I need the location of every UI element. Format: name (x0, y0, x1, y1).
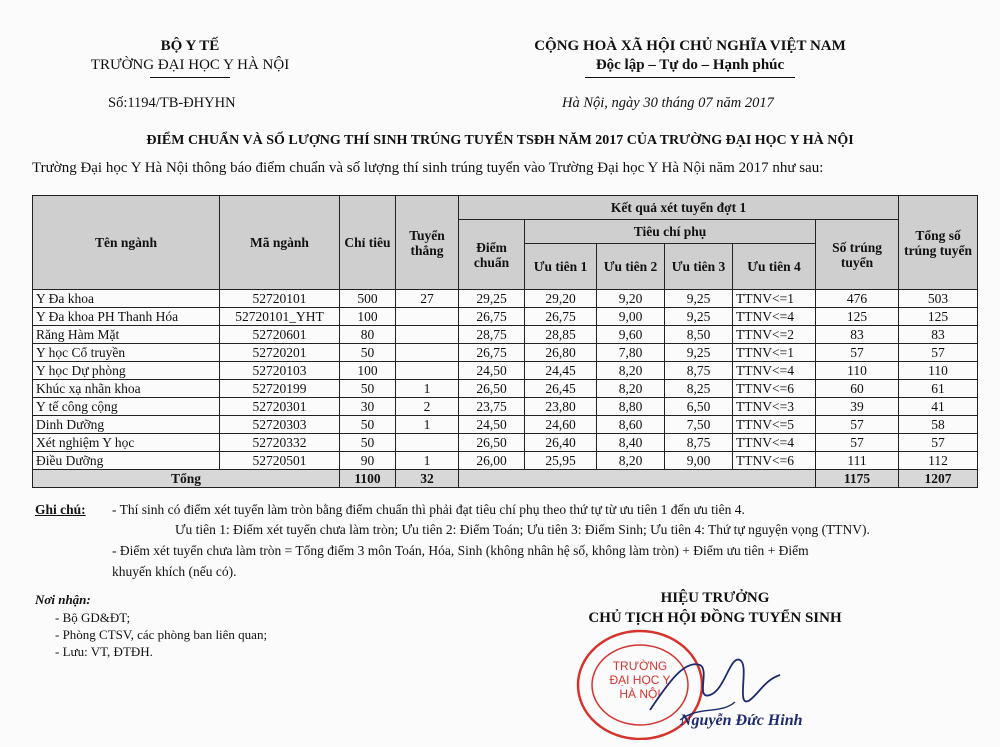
cell-diem-chuan: 26,50 (459, 434, 525, 452)
cell-ut4: TTNV<=3 (733, 398, 816, 416)
national-motto: Độc lập – Tự do – Hạnh phúc (595, 57, 785, 73)
cell-ut2: 7,80 (597, 344, 665, 362)
cell-tuyen-thang: 2 (396, 398, 459, 416)
cell-chi-tieu: 50 (340, 344, 396, 362)
cell-tuyen-thang (396, 362, 459, 380)
cell-diem-chuan: 26,50 (459, 380, 525, 398)
cell-ut3: 9,25 (665, 344, 733, 362)
notes-line-3: - Điểm xét tuyển chưa làm tròn = Tổng điểm 3 môn Toán, Hóa, Sinh (không nhân hệ số, không làm tròn) + Điểm ưu tiên + Điểm (112, 543, 809, 558)
table-row (33, 452, 978, 470)
cell-ten: Y Đa khoa (33, 290, 220, 308)
cell-ut4: TTNV<=2 (733, 326, 816, 344)
cell-chi-tieu: 500 (340, 290, 396, 308)
cell-ut2: 8,80 (597, 398, 665, 416)
cell-ten: Răng Hàm Mặt (33, 326, 220, 344)
ministry-name: BỘ Y TẾ (160, 38, 220, 54)
document-number: Số:1194/TB-ĐHYHN (108, 95, 236, 111)
header-uu-tien-1: Ưu tiên 1 (525, 244, 597, 290)
cell-tong: 41 (899, 398, 978, 416)
cell-diem-chuan: 24,50 (459, 416, 525, 434)
cell-chi-tieu: 30 (340, 398, 396, 416)
header-left-underline (150, 77, 230, 78)
cell-tuyen-thang (396, 344, 459, 362)
total-tuyen-thang: 32 (396, 470, 459, 488)
stamp-line-3: HÀ NỘI (619, 687, 661, 701)
cell-ma: 52720101 (220, 290, 340, 308)
total-label: Tổng (33, 470, 340, 488)
cell-chi-tieu: 100 (340, 308, 396, 326)
header-ten-nganh: Tên ngành (33, 196, 220, 290)
cell-ut3: 8,75 (665, 362, 733, 380)
cell-ut4: TTNV<=6 (733, 380, 816, 398)
cell-ut4: TTNV<=4 (733, 308, 816, 326)
cell-so-tt: 57 (816, 344, 899, 362)
cell-ten: Khúc xạ nhãn khoa (33, 380, 220, 398)
cell-diem-chuan: 26,75 (459, 344, 525, 362)
cell-ten: Xét nghiệm Y học (33, 434, 220, 452)
cell-ut2: 8,20 (597, 452, 665, 470)
cell-so-tt: 83 (816, 326, 899, 344)
cell-tong: 61 (899, 380, 978, 398)
header-uu-tien-3: Ưu tiên 3 (665, 244, 733, 290)
cell-ma: 52720301 (220, 398, 340, 416)
cell-ten: Y học Cổ truyền (33, 344, 220, 362)
cell-ten: Điều Dưỡng (33, 452, 220, 470)
cell-ut2: 9,20 (597, 290, 665, 308)
cell-chi-tieu: 50 (340, 380, 396, 398)
header-right-underline (585, 77, 795, 78)
notes-line-2: Ưu tiên 1: Điểm xét tuyển chưa làm tròn; Ưu tiên 2: Điểm Toán; Ưu tiên 3: Điểm Sinh; Ưu tiên 4: Thứ tự nguyện vọng (TTNV). (175, 522, 870, 537)
cell-ma: 52720101_YHT (220, 308, 340, 326)
cell-so-tt: 60 (816, 380, 899, 398)
recipient-item: - Lưu: VT, ĐTĐH. (55, 644, 153, 659)
table-row (33, 434, 978, 452)
cell-ut1: 28,85 (525, 326, 597, 344)
header-uu-tien-2: Ưu tiên 2 (597, 244, 665, 290)
stamp-line-1: TRƯỜNG (612, 659, 668, 673)
cell-chi-tieu: 50 (340, 434, 396, 452)
table-row (33, 326, 978, 344)
header-ma-nganh: Mã ngành (220, 196, 340, 290)
table-row (33, 290, 978, 308)
cell-ut4: TTNV<=6 (733, 452, 816, 470)
notes-line-1: - Thí sinh có điểm xét tuyển làm tròn bằng điểm chuẩn thì phải đạt tiêu chí phụ theo thứ tự từ ưu tiên 1 đến ưu tiên 4. (112, 502, 745, 517)
cell-tong: 57 (899, 344, 978, 362)
header-tuyen-thang: Tuyển thẳng (396, 196, 459, 290)
cell-ut1: 24,60 (525, 416, 597, 434)
cell-ut3: 9,25 (665, 290, 733, 308)
document-date: Hà Nội, ngày 30 tháng 07 năm 2017 (562, 95, 774, 111)
cell-ma: 52720199 (220, 380, 340, 398)
cell-tong: 57 (899, 434, 978, 452)
cell-ut3: 8,50 (665, 326, 733, 344)
cell-tong: 503 (899, 290, 978, 308)
cell-ut1: 29,20 (525, 290, 597, 308)
total-row (33, 470, 978, 488)
cell-ut4: TTNV<=1 (733, 290, 816, 308)
cell-chi-tieu: 90 (340, 452, 396, 470)
signature-title-2: CHỦ TỊCH HỘI ĐỒNG TUYỂN SINH (588, 610, 842, 626)
cell-diem-chuan: 23,75 (459, 398, 525, 416)
header-diem-chuan: Điểm chuẩn (459, 220, 525, 290)
cell-ma: 52720501 (220, 452, 340, 470)
cell-ut3: 7,50 (665, 416, 733, 434)
country-name: CỘNG HOÀ XÃ HỘI CHỦ NGHĨA VIỆT NAM (534, 38, 846, 54)
header-uu-tien-4: Ưu tiên 4 (733, 244, 816, 290)
cell-ma: 52720303 (220, 416, 340, 434)
cell-ma: 52720332 (220, 434, 340, 452)
cell-so-tt: 476 (816, 290, 899, 308)
cell-ut4: TTNV<=4 (733, 434, 816, 452)
cell-ut2: 8,20 (597, 362, 665, 380)
cell-tong: 58 (899, 416, 978, 434)
cell-diem-chuan: 26,00 (459, 452, 525, 470)
notes-label: Ghi chú: (35, 502, 86, 517)
cell-ma: 52720601 (220, 326, 340, 344)
cell-ut2: 9,00 (597, 308, 665, 326)
cell-ten: Y Đa khoa PH Thanh Hóa (33, 308, 220, 326)
cell-ten: Y tế công cộng (33, 398, 220, 416)
table-row (33, 398, 978, 416)
total-so-trung-tuyen: 1175 (816, 470, 899, 488)
cell-tuyen-thang: 27 (396, 290, 459, 308)
cell-so-tt: 57 (816, 434, 899, 452)
signature-title-1: HIỆU TRƯỞNG (660, 590, 770, 606)
cell-ut1: 26,75 (525, 308, 597, 326)
cell-diem-chuan: 28,75 (459, 326, 525, 344)
cell-ma: 52720103 (220, 362, 340, 380)
cell-ut1: 26,45 (525, 380, 597, 398)
cell-ut2: 9,60 (597, 326, 665, 344)
notes-line-4: khuyến khích (nếu có). (112, 564, 237, 579)
table-row (33, 308, 978, 326)
cell-ut1: 23,80 (525, 398, 597, 416)
cell-chi-tieu: 50 (340, 416, 396, 434)
cell-diem-chuan: 29,25 (459, 290, 525, 308)
cell-tuyen-thang: 1 (396, 380, 459, 398)
header-chi-tieu: Chỉ tiêu (340, 196, 396, 290)
cell-ten: Y học Dự phòng (33, 362, 220, 380)
table-row (33, 380, 978, 398)
cell-ut2: 8,40 (597, 434, 665, 452)
table-body (33, 290, 978, 470)
stamp-line-2: ĐẠI HỌC Y (609, 673, 671, 687)
header-tieu-chi-phu: Tiêu chí phụ (525, 220, 816, 244)
header-so-trung-tuyen: Số trúng tuyển (816, 220, 899, 290)
intro-text: Trường Đại học Y Hà Nội thông báo điểm chuẩn và số lượng thí sinh trúng tuyển vào Trường Đại học Y Hà Nội năm 2017 như sau: (32, 160, 824, 176)
cell-chi-tieu: 100 (340, 362, 396, 380)
cell-so-tt: 111 (816, 452, 899, 470)
cell-ut4: TTNV<=1 (733, 344, 816, 362)
university-name: TRƯỜNG ĐẠI HỌC Y HÀ NỘI (90, 57, 290, 73)
cell-so-tt: 125 (816, 308, 899, 326)
cell-tong: 110 (899, 362, 978, 380)
table-row (33, 362, 978, 380)
cell-ut4: TTNV<=4 (733, 362, 816, 380)
cell-tuyen-thang: 1 (396, 416, 459, 434)
cell-tuyen-thang (396, 326, 459, 344)
cell-ut1: 25,95 (525, 452, 597, 470)
cell-ut3: 9,25 (665, 308, 733, 326)
header-tong-so: Tổng số trúng tuyển (899, 196, 978, 290)
cell-ma: 52720201 (220, 344, 340, 362)
recipients-label: Nơi nhận: (35, 592, 91, 607)
cell-ut2: 8,20 (597, 380, 665, 398)
total-tong-so: 1207 (899, 470, 978, 488)
cell-so-tt: 57 (816, 416, 899, 434)
cell-diem-chuan: 26,75 (459, 308, 525, 326)
cell-ut1: 26,40 (525, 434, 597, 452)
cell-chi-tieu: 80 (340, 326, 396, 344)
cell-ut3: 6,50 (665, 398, 733, 416)
signer-name: Nguyễn Đức Hinh (680, 712, 803, 729)
cell-ut1: 24,45 (525, 362, 597, 380)
total-blank (459, 470, 816, 488)
cell-tuyen-thang: 1 (396, 452, 459, 470)
cell-so-tt: 110 (816, 362, 899, 380)
admission-table (32, 195, 978, 488)
cell-ut2: 8,60 (597, 416, 665, 434)
table-row (33, 344, 978, 362)
recipient-item: - Phòng CTSV, các phòng ban liên quan; (55, 627, 268, 642)
cell-tuyen-thang (396, 308, 459, 326)
cell-ut3: 8,25 (665, 380, 733, 398)
header-ket-qua: Kết quả xét tuyển đợt 1 (459, 196, 899, 220)
cell-tong: 112 (899, 452, 978, 470)
cell-ut3: 8,75 (665, 434, 733, 452)
cell-ut1: 26,80 (525, 344, 597, 362)
cell-tong: 83 (899, 326, 978, 344)
document-title: ĐIỂM CHUẨN VÀ SỐ LƯỢNG THÍ SINH TRÚNG TUYỂN TSĐH NĂM 2017 CỦA TRƯỜNG ĐẠI HỌC Y HÀ NỘI (146, 133, 854, 148)
cell-diem-chuan: 24,50 (459, 362, 525, 380)
cell-tong: 125 (899, 308, 978, 326)
cell-so-tt: 39 (816, 398, 899, 416)
cell-ten: Dinh Dưỡng (33, 416, 220, 434)
recipient-item: - Bộ GD&ĐT; (55, 610, 131, 625)
total-chi-tieu: 1100 (340, 470, 396, 488)
cell-tuyen-thang (396, 434, 459, 452)
table-row (33, 416, 978, 434)
cell-ut4: TTNV<=5 (733, 416, 816, 434)
cell-ut3: 9,00 (665, 452, 733, 470)
